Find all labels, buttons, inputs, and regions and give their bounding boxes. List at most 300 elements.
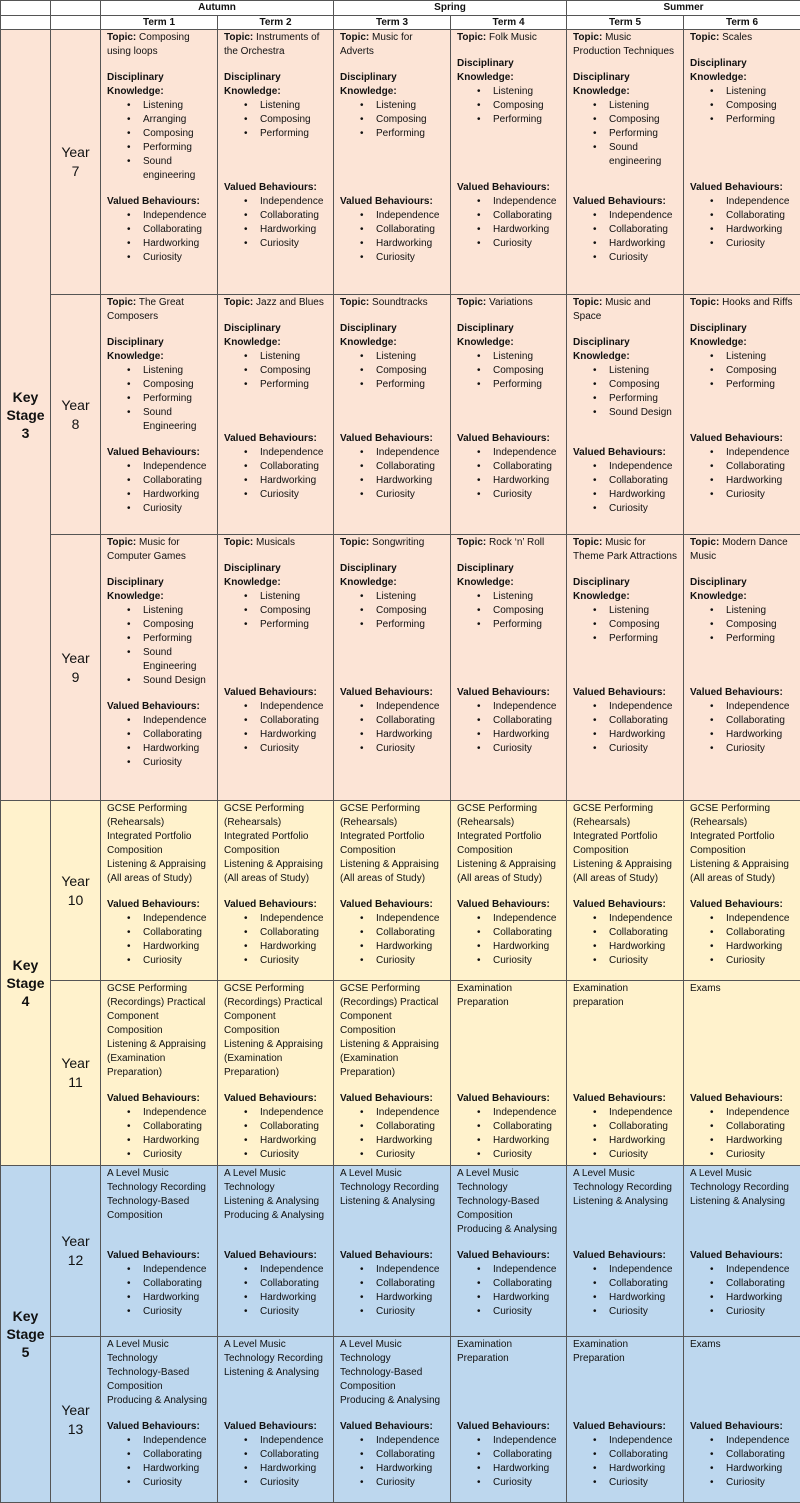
behaviour-item: • Collaborating [726, 1277, 796, 1291]
behaviour-item: • Hardworking [260, 1134, 329, 1148]
behaviour-item: • Collaborating [609, 1120, 679, 1134]
behaviour-item: • Independence [376, 912, 446, 926]
behaviour-item: • Hardworking [376, 940, 446, 954]
spacer [224, 1223, 329, 1249]
behaviour-item: • Curiosity [493, 237, 562, 251]
knowledge-item: • Listening [609, 99, 679, 113]
behaviour-item: • Independence [376, 700, 446, 714]
topic-label: Topic: [224, 32, 254, 43]
behaviours-list [690, 1106, 796, 1162]
topic-name: Soundtracks [372, 297, 428, 308]
row-year-13 [1, 1337, 800, 1503]
knowledge-item: • Performing [260, 618, 329, 632]
behaviour-item: • Independence [376, 1106, 446, 1120]
course-line: Preparation) [224, 1067, 280, 1078]
valued-behaviours-label: Valued Behaviours: [457, 1093, 550, 1104]
course-line: (All areas of Study) [573, 873, 659, 884]
behaviour-item: • Hardworking [143, 742, 213, 756]
behaviour-item: • Hardworking [609, 1291, 679, 1305]
spacer [573, 59, 679, 71]
behaviour-item: • Curiosity [493, 1476, 562, 1490]
course-line: (Recordings) Practical [340, 997, 439, 1008]
topic-label: Topic: [340, 297, 370, 308]
term-cell [451, 535, 567, 801]
behaviour-item: • Independence [493, 1263, 562, 1277]
topic-label: Topic: [457, 297, 487, 308]
valued-behaviours-label: Valued Behaviours: [107, 1421, 200, 1432]
spacer [107, 324, 213, 336]
behaviour-item: • Collaborating [143, 728, 213, 742]
behaviour-item: • Collaborating [609, 223, 679, 237]
behaviours-list [340, 700, 446, 756]
spacer [340, 310, 446, 322]
course-line: GCSE Performing [224, 983, 305, 994]
spacer [340, 141, 446, 195]
knowledge-item: • Sound engineering [609, 141, 679, 169]
behaviour-item: • Curiosity [726, 954, 796, 968]
course-line: Exams [690, 1339, 721, 1350]
behaviours-list [690, 195, 796, 251]
behaviours-list [340, 1106, 446, 1162]
behaviour-item: • Collaborating [143, 223, 213, 237]
behaviour-item: • Independence [726, 446, 796, 460]
term-cell [334, 981, 451, 1166]
valued-behaviours-label: Valued Behaviours: [690, 1421, 783, 1432]
behaviour-item: • Collaborating [376, 1448, 446, 1462]
valued-behaviours-label: Valued Behaviours: [690, 182, 783, 193]
knowledge-item: • Composing [143, 378, 213, 392]
behaviours-list [340, 1434, 446, 1490]
term-cell [218, 1166, 334, 1337]
knowledge-item: • Listening [493, 85, 562, 99]
behaviours-list [224, 912, 329, 968]
behaviour-item: • Collaborating [376, 223, 446, 237]
knowledge-item: • Performing [376, 378, 446, 392]
course-line: Technology Recording [224, 1353, 323, 1364]
behaviour-item: • Independence [609, 1106, 679, 1120]
course-line: Producing & Analysing [457, 1224, 558, 1235]
behaviour-item: • Independence [609, 1434, 679, 1448]
knowledge-item: • Performing [726, 113, 796, 127]
spacer [107, 688, 213, 700]
stage-label-line: Stage [6, 1326, 45, 1342]
course-line: Technology Recording [690, 1182, 789, 1193]
behaviour-item: • Collaborating [376, 1277, 446, 1291]
behaviour-item: • Curiosity [493, 742, 562, 756]
spacer [457, 1237, 562, 1249]
course-line: Listening & Appraising [107, 1039, 206, 1050]
course-line: GCSE Performing [690, 803, 771, 814]
spacer [457, 310, 562, 322]
valued-behaviours-label: Valued Behaviours: [573, 1250, 666, 1261]
topic-name: Jazz and Blues [256, 297, 324, 308]
knowledge-item: • Sound engineering [143, 155, 213, 183]
behaviour-item: • Independence [493, 1434, 562, 1448]
behaviour-item: • Hardworking [493, 474, 562, 488]
behaviour-item: • Curiosity [609, 1476, 679, 1490]
term-cell [451, 981, 567, 1166]
course-line: A Level Music [340, 1339, 402, 1350]
disciplinary-label: Disciplinary [107, 577, 164, 588]
course-line: Producing & Analysing [224, 1210, 325, 1221]
disciplinary-label: Disciplinary [457, 58, 514, 69]
knowledge-item: • Sound Engineering [143, 406, 213, 434]
course-line: Composition [340, 1381, 396, 1392]
term-cell [684, 1337, 800, 1503]
term-cell [101, 1337, 218, 1503]
course-line: Integrated Portfolio [573, 831, 658, 842]
spacer [224, 886, 329, 898]
behaviour-item: • Hardworking [726, 1134, 796, 1148]
stage-label-line: Key [12, 389, 39, 405]
term-header: Term 5 [567, 16, 684, 30]
course-line: A Level Music [573, 1168, 635, 1179]
course-line: Listening & Appraising [573, 859, 672, 870]
behaviour-item: • Hardworking [609, 488, 679, 502]
behaviour-item: • Curiosity [260, 1148, 329, 1162]
course-line: Preparation [457, 997, 509, 1008]
knowledge-item: • Performing [143, 392, 213, 406]
term-cell [101, 1166, 218, 1337]
term-cell [684, 535, 800, 801]
course-line: GCSE Performing [224, 803, 305, 814]
behaviour-item: • Hardworking [260, 1291, 329, 1305]
behaviours-list [340, 446, 446, 502]
valued-behaviours-label: Valued Behaviours: [573, 196, 666, 207]
valued-behaviours-label: Valued Behaviours: [340, 687, 433, 698]
behaviour-item: • Hardworking [726, 728, 796, 742]
knowledge-item: • Listening [143, 604, 213, 618]
course-line: Technology Recording [107, 1182, 206, 1193]
course-line: Integrated Portfolio [107, 831, 192, 842]
year-label-line: Year [61, 649, 90, 666]
behaviours-list [573, 1434, 679, 1490]
behaviours-list [457, 446, 562, 502]
spacer [457, 1366, 562, 1420]
term-cell [218, 981, 334, 1166]
topic [107, 31, 213, 59]
behaviour-item: • Collaborating [143, 1120, 213, 1134]
course-line: (All areas of Study) [224, 873, 310, 884]
topic-label: Topic: [107, 32, 137, 43]
course-line: Technology [224, 1182, 275, 1193]
term-cell [684, 801, 800, 981]
topic-name: Music for Computer Games [107, 537, 186, 562]
knowledge-item: • Arranging [143, 113, 213, 127]
spacer [107, 59, 213, 71]
knowledge-item: • Composing [260, 113, 329, 127]
valued-behaviours-label: Valued Behaviours: [107, 701, 200, 712]
valued-behaviours-label: Valued Behaviours: [690, 1250, 783, 1261]
behaviours-list [107, 714, 213, 770]
behaviour-item: • Collaborating [260, 1448, 329, 1462]
term-cell [218, 535, 334, 801]
behaviour-item: • Hardworking [493, 1291, 562, 1305]
course-line: Composition [690, 845, 746, 856]
knowledge-item: • Composing [726, 618, 796, 632]
disciplinary-label: Disciplinary [573, 337, 630, 348]
behaviour-item: • Collaborating [726, 209, 796, 223]
season-autumn: Autumn [101, 1, 334, 16]
disciplinary-label: Disciplinary [690, 58, 747, 69]
term-cell [218, 30, 334, 295]
year-label-12 [51, 1166, 101, 1337]
knowledge-item: • Composing [376, 604, 446, 618]
behaviour-item: • Independence [376, 209, 446, 223]
knowledge-list [573, 364, 679, 420]
year-label-13 [51, 1337, 101, 1503]
behaviour-item: • Collaborating [376, 460, 446, 474]
behaviour-item: • Curiosity [726, 742, 796, 756]
topic [107, 296, 213, 324]
course-line: Listening & Appraising [690, 859, 789, 870]
knowledge-item: • Composing [493, 99, 562, 113]
behaviours-list [573, 209, 679, 265]
valued-behaviours-label: Valued Behaviours: [573, 1421, 666, 1432]
valued-behaviours-label: Valued Behaviours: [457, 1421, 550, 1432]
knowledge-item: • Performing [726, 632, 796, 646]
course-line: GCSE Performing [457, 803, 538, 814]
year-label-11 [51, 981, 101, 1166]
valued-behaviours-label: Valued Behaviours: [340, 899, 433, 910]
behaviours-list [107, 912, 213, 968]
valued-behaviours-label: Valued Behaviours: [107, 899, 200, 910]
topic [224, 536, 329, 550]
course-line: (Rehearsals) [690, 817, 748, 828]
knowledge-item: • Performing [493, 618, 562, 632]
year-label-line: Year [61, 396, 90, 413]
knowledge-list [340, 350, 446, 392]
knowledge-item: • Performing [609, 127, 679, 141]
behaviours-list [224, 195, 329, 251]
knowledge-label: Knowledge: [224, 337, 281, 348]
term-cell [451, 30, 567, 295]
knowledge-item: • Listening [609, 604, 679, 618]
spacer [107, 183, 213, 195]
behaviour-item: • Collaborating [143, 926, 213, 940]
behaviour-item: • Curiosity [260, 237, 329, 251]
behaviour-item: • Collaborating [493, 926, 562, 940]
course-line: Listening & Appraising [224, 859, 323, 870]
behaviours-list [340, 1263, 446, 1319]
behaviour-item: • Curiosity [143, 954, 213, 968]
topic-label: Topic: [573, 32, 603, 43]
topic-name: Songwriting [372, 537, 425, 548]
valued-behaviours-label: Valued Behaviours: [340, 1421, 433, 1432]
behaviour-item: • Independence [376, 1263, 446, 1277]
behaviour-item: • Hardworking [726, 223, 796, 237]
behaviour-item: • Independence [143, 1106, 213, 1120]
course-line: Preparation) [340, 1067, 396, 1078]
term-cell [334, 535, 451, 801]
behaviour-item: • Hardworking [726, 1291, 796, 1305]
spacer [690, 564, 796, 576]
course-line: Examination [573, 1339, 629, 1350]
row-year-11 [1, 981, 800, 1166]
knowledge-label: Knowledge: [340, 337, 397, 348]
knowledge-item: • Composing [376, 113, 446, 127]
year-label-line: 10 [67, 891, 84, 908]
behaviour-item: • Hardworking [493, 940, 562, 954]
behaviour-item: • Hardworking [143, 1291, 213, 1305]
knowledge-item: • Performing [493, 378, 562, 392]
year-label-line: Year [61, 1055, 90, 1071]
term-cell [334, 30, 451, 295]
behaviour-item: • Collaborating [260, 1277, 329, 1291]
topic [573, 31, 679, 59]
valued-behaviours-label: Valued Behaviours: [457, 182, 550, 193]
behaviour-item: • Independence [376, 1434, 446, 1448]
behaviour-item: • Collaborating [609, 474, 679, 488]
disciplinary-label: Disciplinary [340, 72, 397, 83]
course-line: (Rehearsals) [224, 817, 282, 828]
course-line: (All areas of Study) [457, 873, 543, 884]
knowledge-item: • Listening [260, 590, 329, 604]
topic-name: Music for Theme Park Attractions [573, 537, 677, 562]
behaviour-item: • Hardworking [376, 1291, 446, 1305]
spacer [690, 45, 796, 57]
stage-label-ks5 [1, 1166, 51, 1503]
valued-behaviours-label: Valued Behaviours: [573, 899, 666, 910]
knowledge-label: Knowledge: [224, 86, 281, 97]
spacer [224, 1080, 329, 1092]
spacer [457, 550, 562, 562]
behaviour-item: • Curiosity [376, 1476, 446, 1490]
behaviours-list [224, 700, 329, 756]
knowledge-list [224, 590, 329, 632]
spacer [690, 646, 796, 686]
behaviour-item: • Independence [260, 195, 329, 209]
behaviour-item: • Hardworking [609, 1462, 679, 1476]
course-line: (Examination [107, 1053, 166, 1064]
behaviour-item: • Collaborating [143, 1448, 213, 1462]
behaviour-item: • Curiosity [376, 954, 446, 968]
knowledge-item: • Performing [726, 378, 796, 392]
term-cell [334, 1337, 451, 1503]
knowledge-list [690, 85, 796, 127]
spacer [573, 1010, 679, 1092]
behaviour-item: • Curiosity [143, 1148, 213, 1162]
term-cell [567, 535, 684, 801]
term-header: Term 1 [101, 16, 218, 30]
behaviour-item: • Curiosity [260, 954, 329, 968]
course-line: GCSE Performing [340, 983, 421, 994]
spacer [107, 1080, 213, 1092]
topic [340, 536, 446, 550]
behaviour-item: • Hardworking [260, 1462, 329, 1476]
behaviour-item: • Hardworking [143, 237, 213, 251]
disciplinary-label: Disciplinary [690, 577, 747, 588]
term-cell [451, 801, 567, 981]
term-header: Term 3 [334, 16, 451, 30]
knowledge-item: • Listening [609, 364, 679, 378]
topic [224, 296, 329, 310]
behaviour-item: • Independence [609, 209, 679, 223]
behaviour-item: • Independence [260, 446, 329, 460]
row-year-9 [1, 535, 800, 801]
course-line: A Level Music [340, 1168, 402, 1179]
topic-label: Topic: [107, 537, 137, 548]
term-header: Term 6 [684, 16, 800, 30]
course-line: Preparation [457, 1353, 509, 1364]
behaviour-item: • Hardworking [493, 1134, 562, 1148]
spacer [340, 886, 446, 898]
course-line: A Level Music [107, 1168, 169, 1179]
disciplinary-label: Disciplinary [340, 323, 397, 334]
course-line: Composition [107, 1210, 163, 1221]
spacer [224, 310, 329, 322]
behaviours-list [340, 912, 446, 968]
term-cell [567, 801, 684, 981]
spacer [224, 632, 329, 686]
knowledge-item: • Composing [143, 618, 213, 632]
behaviour-item: • Curiosity [493, 1148, 562, 1162]
term-cell [684, 1166, 800, 1337]
spacer [690, 310, 796, 322]
spacer [457, 1010, 562, 1092]
disciplinary-label: Disciplinary [573, 577, 630, 588]
topic [107, 536, 213, 564]
year-label-line: 12 [67, 1252, 84, 1268]
course-line: Producing & Analysing [107, 1395, 208, 1406]
behaviour-item: • Curiosity [726, 488, 796, 502]
behaviour-item: • Independence [260, 1434, 329, 1448]
course-line: Technology-Based [107, 1367, 190, 1378]
course-line: A Level Music [224, 1168, 286, 1179]
course-line: A Level Music [690, 1168, 752, 1179]
year-label-line: 13 [67, 1420, 84, 1437]
valued-behaviours-label: Valued Behaviours: [224, 899, 317, 910]
term-cell [567, 1337, 684, 1503]
year-label-line: 8 [71, 415, 80, 432]
knowledge-item: • Listening [260, 350, 329, 364]
term-cell [334, 1166, 451, 1337]
topic-name: Composing using loops [107, 32, 190, 57]
topic-name: Folk Music [489, 32, 537, 43]
spacer [690, 886, 796, 898]
course-line: preparation [573, 997, 624, 1008]
knowledge-label: Knowledge: [690, 72, 747, 83]
knowledge-item: • Performing [376, 127, 446, 141]
knowledge-label: Knowledge: [573, 591, 630, 602]
behaviours-list [340, 209, 446, 265]
behaviour-item: • Hardworking [143, 488, 213, 502]
term-cell [101, 30, 218, 295]
valued-behaviours-label: Valued Behaviours: [107, 1250, 200, 1261]
course-line: Listening & Analysing [224, 1196, 320, 1207]
valued-behaviours-label: Valued Behaviours: [573, 447, 666, 458]
disciplinary-label: Disciplinary [224, 323, 281, 334]
behaviour-item: • Curiosity [376, 1305, 446, 1319]
valued-behaviours-label: Valued Behaviours: [457, 687, 550, 698]
spacer [224, 141, 329, 181]
knowledge-item: • Composing [609, 618, 679, 632]
behaviour-item: • Independence [493, 912, 562, 926]
behaviour-item: • Collaborating [726, 1120, 796, 1134]
behaviours-list [690, 446, 796, 502]
knowledge-item: • Sound Design [609, 406, 679, 420]
behaviours-list [107, 1263, 213, 1319]
knowledge-list [340, 99, 446, 141]
disciplinary-label: Disciplinary [340, 563, 397, 574]
course-line: (All areas of Study) [690, 873, 776, 884]
knowledge-list [573, 99, 679, 169]
behaviour-item: • Curiosity [609, 742, 679, 756]
term-cell [684, 295, 800, 535]
spacer [340, 59, 446, 71]
topic [573, 536, 679, 564]
course-line: Listening & Appraising [107, 859, 206, 870]
